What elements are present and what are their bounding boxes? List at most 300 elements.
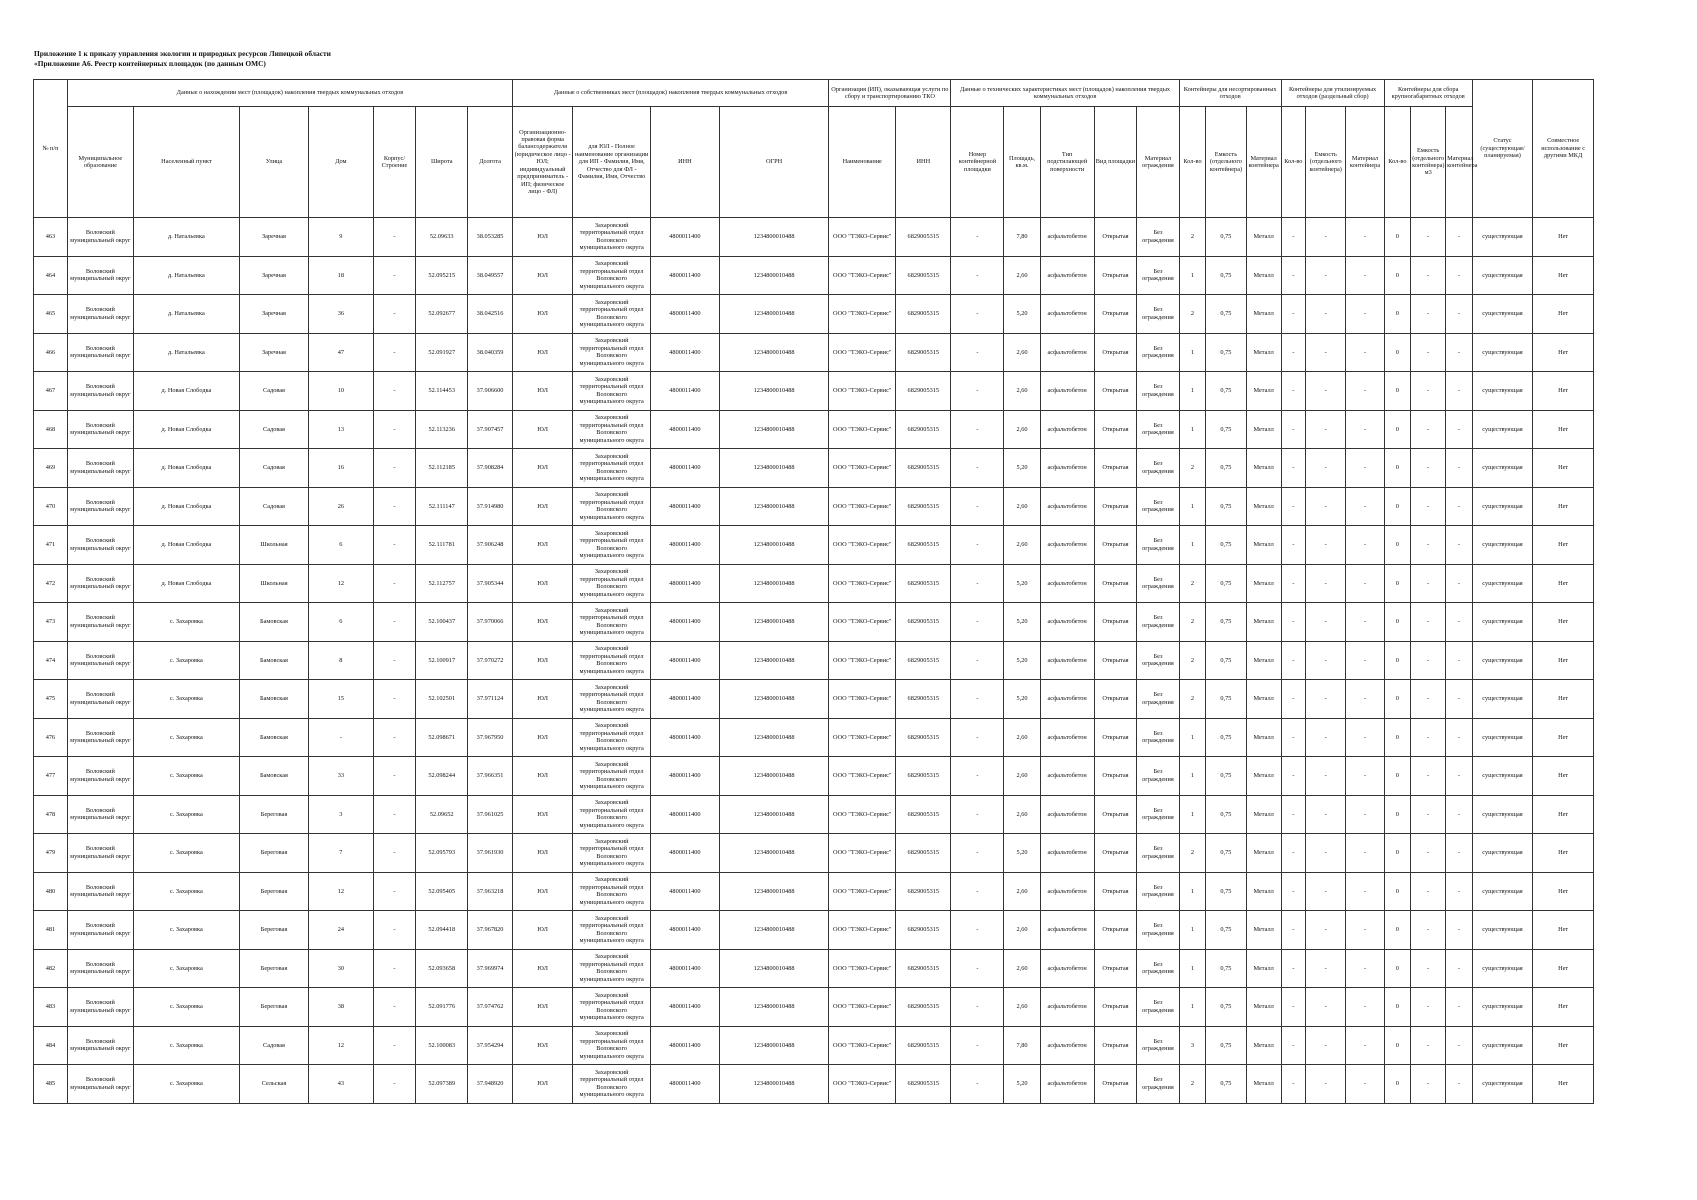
table-cell: - — [1346, 333, 1384, 372]
table-cell: Садовая — [239, 372, 308, 411]
table-cell: - — [1281, 988, 1305, 1027]
table-row — [34, 295, 1594, 334]
table-cell: 38 — [308, 988, 373, 1027]
table-cell: Без ограждения — [1137, 564, 1180, 603]
header-group-tech: Данные о технических характеристиках мест (площадок) накопления твердых коммунальных отходов — [951, 80, 1179, 107]
table-cell: д. Натальевка — [133, 333, 239, 372]
table-cell: - — [1281, 603, 1305, 642]
table-cell: 4800011400 — [650, 295, 719, 334]
table-cell: Без ограждения — [1137, 911, 1180, 950]
table-cell: д. Натальевка — [133, 256, 239, 295]
table-cell: 1234800010488 — [719, 795, 828, 834]
table-cell: Металл — [1246, 795, 1281, 834]
table-cell: 6829005315 — [896, 564, 951, 603]
table-cell: 0 — [1384, 256, 1411, 295]
table-cell: ООО "ТЭКО-Сервис" — [829, 333, 896, 372]
table-cell: Открытая — [1094, 680, 1136, 719]
table-cell: асфальтобетон — [1040, 718, 1094, 757]
table-cell: 0,75 — [1206, 487, 1246, 526]
table-cell: 26 — [308, 487, 373, 526]
table-cell: Нет — [1533, 487, 1594, 526]
table-cell: 2 — [1179, 218, 1206, 257]
table-cell: 1 — [1179, 872, 1206, 911]
table-cell: 33 — [308, 757, 373, 796]
table-cell: асфальтобетон — [1040, 757, 1094, 796]
table-cell: Воловский муниципальный округ — [67, 564, 133, 603]
table-row — [34, 526, 1594, 565]
table-cell: существующая — [1472, 795, 1533, 834]
table-cell: 52.113236 — [416, 410, 468, 449]
table-cell: 1234800010488 — [719, 757, 828, 796]
table-cell: - — [1446, 564, 1473, 603]
table-cell: - — [1446, 410, 1473, 449]
table-cell: 1 — [1179, 795, 1206, 834]
table-cell: асфальтобетон — [1040, 988, 1094, 1027]
table-row — [34, 795, 1594, 834]
table-cell: 0,75 — [1206, 949, 1246, 988]
table-cell: Без ограждения — [1137, 718, 1180, 757]
table-cell: 0 — [1384, 218, 1411, 257]
header-building: Корпус/Строение — [373, 107, 415, 218]
table-cell: 37.906600 — [468, 372, 513, 411]
table-cell: 37.974762 — [468, 988, 513, 1027]
table-cell: Заречная — [239, 256, 308, 295]
table-cell: 13 — [308, 410, 373, 449]
table-cell: - — [951, 949, 1004, 988]
table-cell: 2,60 — [1004, 949, 1040, 988]
table-cell: Воловский муниципальный округ — [67, 256, 133, 295]
table-cell: - — [1446, 256, 1473, 295]
table-cell: - — [1446, 526, 1473, 565]
table-cell: - — [1346, 949, 1384, 988]
table-cell: 37.961930 — [468, 834, 513, 873]
table-cell: 6829005315 — [896, 410, 951, 449]
table-cell: Открытая — [1094, 333, 1136, 372]
table-cell: Без ограждения — [1137, 487, 1180, 526]
table-cell: 1 — [1179, 757, 1206, 796]
table-cell: существующая — [1472, 526, 1533, 565]
table-cell: 483 — [34, 988, 68, 1027]
table-cell: существующая — [1472, 256, 1533, 295]
table-cell: 0 — [1384, 1026, 1411, 1065]
table-cell: - — [1411, 911, 1446, 950]
table-cell: Захаровский территориальный отдел Воловского муниципального округа — [573, 333, 651, 372]
table-cell: 5,20 — [1004, 295, 1040, 334]
table-cell: - — [373, 834, 415, 873]
table-cell: 0,75 — [1206, 988, 1246, 1027]
table-cell: асфальтобетон — [1040, 603, 1094, 642]
table-cell: - — [1306, 218, 1346, 257]
table-cell: - — [1446, 718, 1473, 757]
table-cell: существующая — [1472, 487, 1533, 526]
table-cell: - — [373, 718, 415, 757]
table-cell: 1234800010488 — [719, 641, 828, 680]
table-row — [34, 449, 1594, 488]
table-cell: Бамовская — [239, 680, 308, 719]
table-cell: Нет — [1533, 988, 1594, 1027]
table-cell: асфальтобетон — [1040, 641, 1094, 680]
table-cell: - — [1346, 911, 1384, 950]
table-cell: Нет — [1533, 757, 1594, 796]
table-cell: 2 — [1179, 564, 1206, 603]
header-lon: Долгота — [468, 107, 513, 218]
table-cell: - — [951, 333, 1004, 372]
table-cell: асфальтобетон — [1040, 680, 1094, 719]
table-cell: с. Захаровка — [133, 603, 239, 642]
table-cell: 37.954294 — [468, 1026, 513, 1065]
table-cell: Захаровский территориальный отдел Воловского муниципального округа — [573, 218, 651, 257]
table-cell: 6829005315 — [896, 487, 951, 526]
table-cell: - — [1346, 603, 1384, 642]
table-cell: 0 — [1384, 1065, 1411, 1104]
table-cell: 0 — [1384, 949, 1411, 988]
table-cell: ООО "ТЭКО-Сервис" — [829, 1065, 896, 1104]
table-cell: асфальтобетон — [1040, 372, 1094, 411]
table-cell: 0 — [1384, 603, 1411, 642]
header-surface: Тип подстилающей поверхности — [1040, 107, 1094, 218]
table-cell: существующая — [1472, 564, 1533, 603]
table-cell: Береговая — [239, 988, 308, 1027]
header-group-owner: Данные о собственниках мест (площадок) накопления твердых коммунальных отходов — [512, 80, 828, 107]
table-cell: ООО "ТЭКО-Сервис" — [829, 718, 896, 757]
table-cell: - — [1306, 949, 1346, 988]
table-cell: - — [1411, 718, 1446, 757]
table-cell: 5,20 — [1004, 564, 1040, 603]
table-cell: - — [1411, 295, 1446, 334]
table-cell: - — [373, 410, 415, 449]
table-cell: - — [1281, 641, 1305, 680]
table-cell: - — [1446, 834, 1473, 873]
table-cell: Захаровский территориальный отдел Воловского муниципального округа — [573, 372, 651, 411]
header-u-count: Кол-во — [1179, 107, 1206, 218]
table-cell: - — [1446, 487, 1473, 526]
table-cell: 52.100083 — [416, 1026, 468, 1065]
table-cell: 37.970066 — [468, 603, 513, 642]
table-cell: - — [373, 603, 415, 642]
table-cell: - — [1446, 295, 1473, 334]
table-cell: - — [1411, 680, 1446, 719]
table-cell: - — [1346, 757, 1384, 796]
table-cell: ЮЛ — [512, 526, 573, 565]
table-row — [34, 949, 1594, 988]
table-cell: - — [1306, 526, 1346, 565]
table-cell: 2,60 — [1004, 757, 1040, 796]
table-cell: - — [1306, 872, 1346, 911]
table-cell: Без ограждения — [1137, 757, 1180, 796]
table-cell: 4800011400 — [650, 949, 719, 988]
table-cell: - — [951, 372, 1004, 411]
table-cell: Металл — [1246, 1026, 1281, 1065]
table-cell: существующая — [1472, 372, 1533, 411]
table-cell: 4800011400 — [650, 834, 719, 873]
table-cell: ООО "ТЭКО-Сервис" — [829, 295, 896, 334]
table-cell: 0 — [1384, 410, 1411, 449]
table-cell: Нет — [1533, 603, 1594, 642]
table-cell: 52.091927 — [416, 333, 468, 372]
table-cell: 6829005315 — [896, 949, 951, 988]
table-cell: 1 — [1179, 988, 1206, 1027]
table-cell: - — [1281, 949, 1305, 988]
table-cell: Без ограждения — [1137, 949, 1180, 988]
table-cell: - — [1346, 1026, 1384, 1065]
table-cell: 1234800010488 — [719, 872, 828, 911]
table-cell: 37.967820 — [468, 911, 513, 950]
table-cell: Нет — [1533, 218, 1594, 257]
header-fence: Материал ограждения — [1137, 107, 1180, 218]
table-cell: 52.098244 — [416, 757, 468, 796]
table-cell: Воловский муниципальный округ — [67, 526, 133, 565]
table-cell: ЮЛ — [512, 757, 573, 796]
table-cell: Металл — [1246, 603, 1281, 642]
table-cell: 1234800010488 — [719, 487, 828, 526]
table-cell: 2 — [1179, 641, 1206, 680]
table-cell: ООО "ТЭКО-Сервис" — [829, 1026, 896, 1065]
table-cell: - — [951, 1026, 1004, 1065]
table-cell: 1234800010488 — [719, 1026, 828, 1065]
table-cell: 470 — [34, 487, 68, 526]
table-cell: - — [1346, 718, 1384, 757]
table-cell: Открытая — [1094, 872, 1136, 911]
table-cell: Бамовская — [239, 757, 308, 796]
table-cell: - — [951, 988, 1004, 1027]
table-cell: - — [1346, 487, 1384, 526]
table-cell: Захаровский территориальный отдел Воловского муниципального округа — [573, 295, 651, 334]
table-cell: 1 — [1179, 256, 1206, 295]
table-cell: ООО "ТЭКО-Сервис" — [829, 449, 896, 488]
table-cell: - — [1446, 872, 1473, 911]
table-cell: 37.963218 — [468, 872, 513, 911]
table-cell: - — [373, 988, 415, 1027]
table-cell: - — [373, 795, 415, 834]
table-cell: д. Натальевка — [133, 295, 239, 334]
table-cell: 37.908284 — [468, 449, 513, 488]
table-row — [34, 564, 1594, 603]
table-cell: 10 — [308, 372, 373, 411]
table-cell: ООО "ТЭКО-Сервис" — [829, 834, 896, 873]
table-cell: 2,60 — [1004, 988, 1040, 1027]
table-cell: 1234800010488 — [719, 1065, 828, 1104]
table-cell: 18 — [308, 256, 373, 295]
table-cell: 4800011400 — [650, 718, 719, 757]
table-cell: 0,75 — [1206, 372, 1246, 411]
table-cell: 37.971124 — [468, 680, 513, 719]
table-body — [34, 218, 1594, 1104]
table-cell: Нет — [1533, 718, 1594, 757]
table-cell: - — [1446, 333, 1473, 372]
table-cell: Металл — [1246, 949, 1281, 988]
table-cell: ООО "ТЭКО-Сервис" — [829, 757, 896, 796]
table-cell: - — [373, 372, 415, 411]
table-cell: Открытая — [1094, 949, 1136, 988]
table-cell: - — [951, 487, 1004, 526]
table-cell: 2,60 — [1004, 256, 1040, 295]
table-cell: Открытая — [1094, 410, 1136, 449]
table-cell: Захаровский территориальный отдел Воловского муниципального округа — [573, 564, 651, 603]
table-cell: 0 — [1384, 988, 1411, 1027]
table-cell: 38.040359 — [468, 333, 513, 372]
table-cell: 1234800010488 — [719, 834, 828, 873]
table-cell: Захаровский территориальный отдел Воловского муниципального округа — [573, 449, 651, 488]
table-cell: - — [1306, 295, 1346, 334]
table-cell: 2,60 — [1004, 372, 1040, 411]
table-cell: 1 — [1179, 487, 1206, 526]
table-cell: Металл — [1246, 1065, 1281, 1104]
table-cell: Воловский муниципальный округ — [67, 372, 133, 411]
table-cell: - — [1306, 449, 1346, 488]
table-cell: Бамовская — [239, 718, 308, 757]
table-cell: 6829005315 — [896, 526, 951, 565]
table-cell: асфальтобетон — [1040, 526, 1094, 565]
table-cell: Воловский муниципальный округ — [67, 988, 133, 1027]
table-cell: - — [951, 449, 1004, 488]
table-cell: - — [373, 526, 415, 565]
table-cell: существующая — [1472, 333, 1533, 372]
title-line-1: Приложение 1 к приказу управления экологии и природных ресурсов Липецкой области — [34, 49, 331, 58]
table-cell: - — [1346, 449, 1384, 488]
table-cell: с. Захаровка — [133, 641, 239, 680]
table-cell: Открытая — [1094, 564, 1136, 603]
table-cell: 52.095793 — [416, 834, 468, 873]
table-cell: Береговая — [239, 795, 308, 834]
header-municipality: Муниципальное образование — [67, 107, 133, 218]
table-cell: 482 — [34, 949, 68, 988]
table-row — [34, 641, 1594, 680]
table-cell: 6829005315 — [896, 757, 951, 796]
header-area: Площадь, кв.м. — [1004, 107, 1040, 218]
table-cell: 1234800010488 — [719, 680, 828, 719]
document-title — [34, 49, 331, 69]
table-cell: существующая — [1472, 872, 1533, 911]
table-cell: - — [1281, 911, 1305, 950]
table-cell: существующая — [1472, 603, 1533, 642]
table-cell: ООО "ТЭКО-Сервис" — [829, 949, 896, 988]
table-cell: 1234800010488 — [719, 449, 828, 488]
table-cell: Захаровский территориальный отдел Воловского муниципального округа — [573, 1065, 651, 1104]
table-cell: д. Новая Слободка — [133, 372, 239, 411]
table-cell: 1234800010488 — [719, 603, 828, 642]
table-cell: - — [1446, 641, 1473, 680]
table-cell: 0 — [1384, 911, 1411, 950]
table-cell: 4800011400 — [650, 911, 719, 950]
table-cell: - — [1446, 1065, 1473, 1104]
table-cell: 0 — [1384, 487, 1411, 526]
table-cell: Открытая — [1094, 218, 1136, 257]
table-cell: Нет — [1533, 564, 1594, 603]
table-cell: - — [373, 872, 415, 911]
table-cell: существующая — [1472, 641, 1533, 680]
table-cell: Нет — [1533, 872, 1594, 911]
table-cell: - — [1306, 718, 1346, 757]
table-cell: Нет — [1533, 1026, 1594, 1065]
table-cell: Захаровский территориальный отдел Воловского муниципального округа — [573, 256, 651, 295]
header-legal-form: Организационно-правовая форма балансодержателя (юридическое лицо - ЮЛ; индивидуальный предприниматель - ИП; физическое лицо - ФЛ) — [512, 107, 573, 218]
table-cell: 2 — [1179, 295, 1206, 334]
table-cell: асфальтобетон — [1040, 218, 1094, 257]
header-org-name: Наименование — [829, 107, 896, 218]
table-cell: 52.112185 — [416, 449, 468, 488]
table-cell: Воловский муниципальный округ — [67, 911, 133, 950]
table-cell: 7,80 — [1004, 218, 1040, 257]
table-cell: 37.967950 — [468, 718, 513, 757]
table-cell: 43 — [308, 1065, 373, 1104]
table-cell: 465 — [34, 295, 68, 334]
table-cell: 24 — [308, 911, 373, 950]
table-cell: 484 — [34, 1026, 68, 1065]
table-row — [34, 718, 1594, 757]
table-cell: существующая — [1472, 449, 1533, 488]
table-cell: 0,75 — [1206, 795, 1246, 834]
table-cell: Воловский муниципальный округ — [67, 410, 133, 449]
table-cell: - — [1346, 372, 1384, 411]
header-inn: ИНН — [650, 107, 719, 218]
table-cell: Воловский муниципальный округ — [67, 872, 133, 911]
table-cell: Металл — [1246, 256, 1281, 295]
table-cell: 6829005315 — [896, 256, 951, 295]
table-cell: 0,75 — [1206, 1065, 1246, 1104]
table-cell: - — [1281, 872, 1305, 911]
table-cell: 0,75 — [1206, 295, 1246, 334]
table-cell: 1 — [1179, 949, 1206, 988]
table-cell: Открытая — [1094, 757, 1136, 796]
table-cell: ЮЛ — [512, 1026, 573, 1065]
table-cell: - — [1446, 603, 1473, 642]
table-cell: 8 — [308, 641, 373, 680]
table-cell: 16 — [308, 449, 373, 488]
table-cell: Береговая — [239, 911, 308, 950]
table-cell: 4800011400 — [650, 988, 719, 1027]
table-cell: 3 — [308, 795, 373, 834]
table-cell: с. Захаровка — [133, 1026, 239, 1065]
table-cell: ООО "ТЭКО-Сервис" — [829, 372, 896, 411]
table-row — [34, 680, 1594, 719]
table-cell: - — [1446, 949, 1473, 988]
table-cell: с. Захаровка — [133, 834, 239, 873]
table-cell: ООО "ТЭКО-Сервис" — [829, 641, 896, 680]
table-cell: ООО "ТЭКО-Сервис" — [829, 410, 896, 449]
header-street: Улица — [239, 107, 308, 218]
table-cell: Бамовская — [239, 641, 308, 680]
table-cell: Нет — [1533, 1065, 1594, 1104]
table-cell: 469 — [34, 449, 68, 488]
table-cell: - — [1411, 333, 1446, 372]
table-cell: 4800011400 — [650, 256, 719, 295]
table-cell: 0 — [1384, 333, 1411, 372]
table-cell: 475 — [34, 680, 68, 719]
table-cell: 0,75 — [1206, 603, 1246, 642]
table-cell: - — [1281, 526, 1305, 565]
table-cell: - — [1281, 834, 1305, 873]
table-row — [34, 1026, 1594, 1065]
table-cell: 468 — [34, 410, 68, 449]
table-cell: 38.053285 — [468, 218, 513, 257]
table-cell: - — [1281, 410, 1305, 449]
table-cell: Металл — [1246, 641, 1281, 680]
table-cell: 52.100437 — [416, 603, 468, 642]
table-row — [34, 834, 1594, 873]
table-cell: ООО "ТЭКО-Сервис" — [829, 795, 896, 834]
table-cell: - — [373, 487, 415, 526]
table-cell: асфальтобетон — [1040, 949, 1094, 988]
header-group-sorted: Контейнеры для утилизируемых отходов (раздельный сбор) — [1281, 80, 1384, 107]
table-cell: - — [1281, 333, 1305, 372]
table-cell: 52.092677 — [416, 295, 468, 334]
header-b-volume: Емкость (отдельного контейнера) м3 — [1411, 107, 1446, 218]
table-cell: 5,20 — [1004, 1065, 1040, 1104]
table-cell: существующая — [1472, 718, 1533, 757]
table-cell: 464 — [34, 256, 68, 295]
table-cell: Без ограждения — [1137, 795, 1180, 834]
table-cell: 37.906248 — [468, 526, 513, 565]
